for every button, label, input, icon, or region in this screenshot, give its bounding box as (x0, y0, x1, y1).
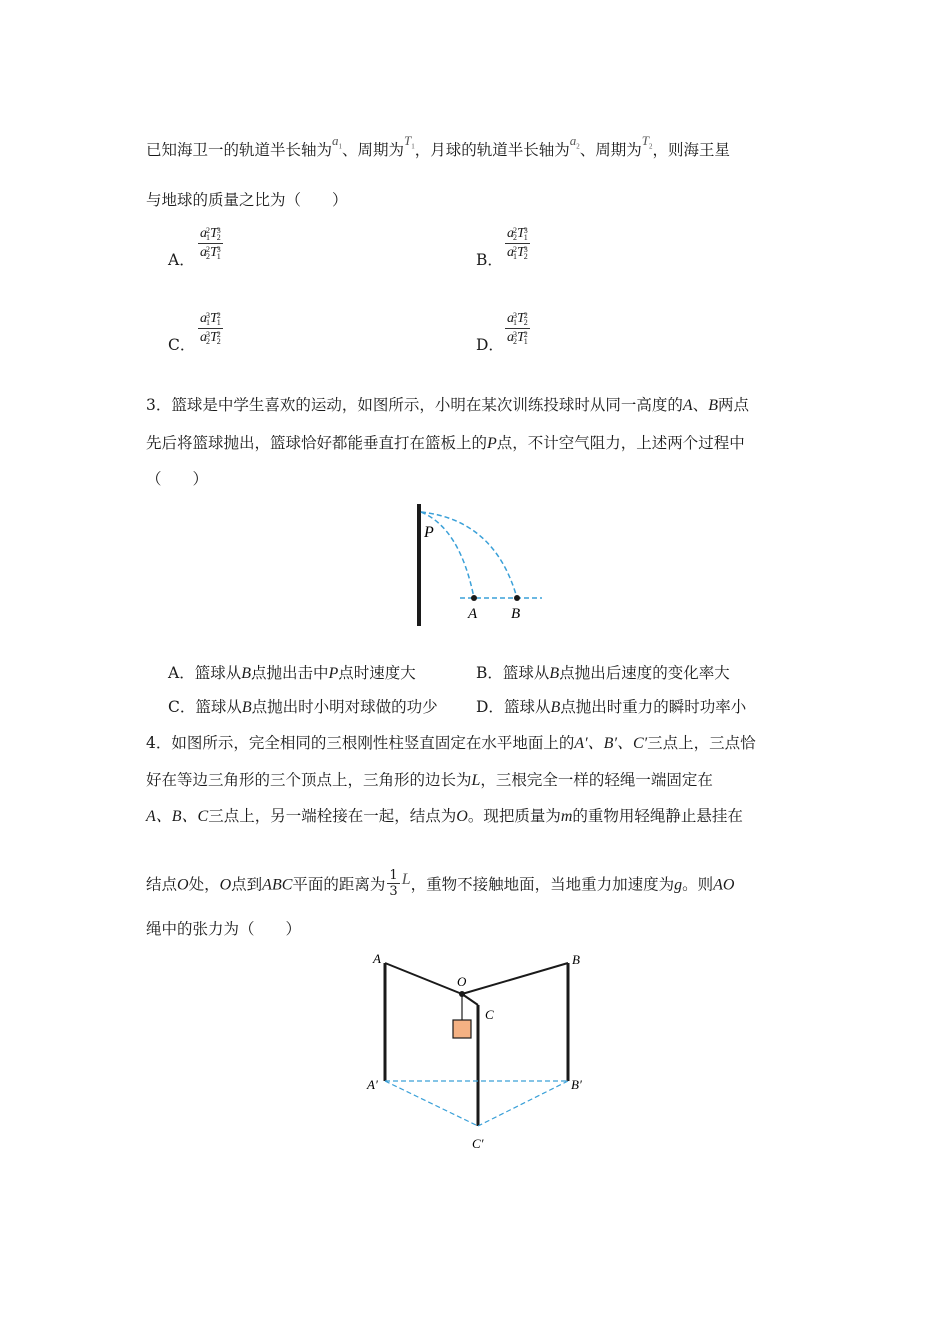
label-p: P (424, 524, 434, 541)
var-a1: a1 (332, 133, 343, 151)
point-a (471, 595, 477, 601)
q2-option-c-formula[interactable]: a 3 1 T 2 1 a 3 2 T 2 2 (200, 310, 221, 346)
rope-ao (385, 963, 462, 994)
label-a: A (468, 606, 478, 622)
q3-line-1: 3．篮球是中学生喜欢的运动，如图所示，小明在某次训练投球时从同一高度的A、B两点 (146, 396, 749, 414)
fraction-one-third: $\frac{1}{3}$ (389, 868, 398, 899)
q4-figure (355, 948, 605, 1158)
var-a2: a2 (569, 133, 580, 151)
knot-o (459, 991, 465, 997)
q3-option-b[interactable]: B．篮球从B点抛出后速度的变化率大 (476, 664, 730, 682)
base-bc (478, 1081, 568, 1126)
label-a: A (373, 951, 381, 966)
q2-option-a-formula[interactable]: a 2 1 T 3 2 a 2 2 T 3 1 (200, 225, 221, 261)
q2-line-1: 已知海卫一的轨道半长轴为$^{a_1}$、周期为$^{T_1}$，月球的轨道半长轴为$^{a_2}$、周期为$^{T_2}$，则海王星 (146, 133, 731, 159)
q3-line-3: （ ） (146, 470, 209, 488)
q3-figure (400, 498, 560, 633)
label-b: B (511, 606, 521, 622)
q4-line-4: 结点O处，O点到ABC平面的距离为 $\frac{1}{3}$ L，重物不接触地面，当地重力加速度为g。则AO (146, 868, 735, 899)
q2-option-a-label[interactable]: A． (168, 251, 195, 269)
trajectory-b (421, 512, 517, 598)
label-c-prime: C′ (472, 1136, 484, 1151)
var-T2: T2 (641, 133, 653, 151)
q3-line-2: 先后将篮球抛出，篮球恰好都能垂直打在篮板上的P点，不计空气阻力，上述两个过程中 (146, 434, 745, 452)
weight-box (453, 1020, 471, 1038)
q3-option-c[interactable]: C．篮球从B点抛出时小明对球做的功少 (168, 698, 438, 716)
q2-option-c-label[interactable]: C． (168, 336, 196, 354)
base-ac (385, 1081, 478, 1126)
point-b (514, 595, 520, 601)
q3-option-d[interactable]: D．篮球从B点抛出时重力的瞬时功率小 (476, 698, 747, 716)
label-o: O (457, 974, 467, 989)
q4-line-5: 绳中的张力为（ ） (146, 920, 302, 938)
q2-option-d-label[interactable]: D． (476, 336, 504, 354)
q2-option-b-formula[interactable]: a 2 2 T 3 1 a 2 1 T 3 2 (507, 225, 528, 261)
q2-line-2: 与地球的质量之比为（ ） (146, 191, 348, 209)
q4-line-2: 好在等边三角形的三个顶点上，三角形的边长为L，三根完全一样的轻绳一端固定在 (146, 771, 713, 789)
q4-line-3: A、B、C三点上，另一端栓接在一起，结点为O。现把质量为m的重物用轻绳静止悬挂在 (146, 807, 743, 825)
var-T1: T1 (404, 133, 415, 151)
label-b-prime: B′ (571, 1077, 582, 1092)
q3-option-a[interactable]: A．篮球从B点抛出击中P点时速度大 (168, 664, 416, 682)
q2-option-b-label[interactable]: B． (476, 251, 503, 269)
q4-line-1: 4．如图所示，完全相同的三根刚性柱竖直固定在水平地面上的A′、B′、C′三点上，三点恰 (146, 734, 756, 752)
label-b: B (572, 952, 580, 967)
label-a-prime: A′ (367, 1077, 378, 1092)
rope-bo (462, 963, 568, 994)
q2-option-d-formula[interactable]: a 3 1 T 2 2 a 3 2 T 2 1 (507, 310, 528, 346)
label-c: C (485, 1007, 494, 1022)
